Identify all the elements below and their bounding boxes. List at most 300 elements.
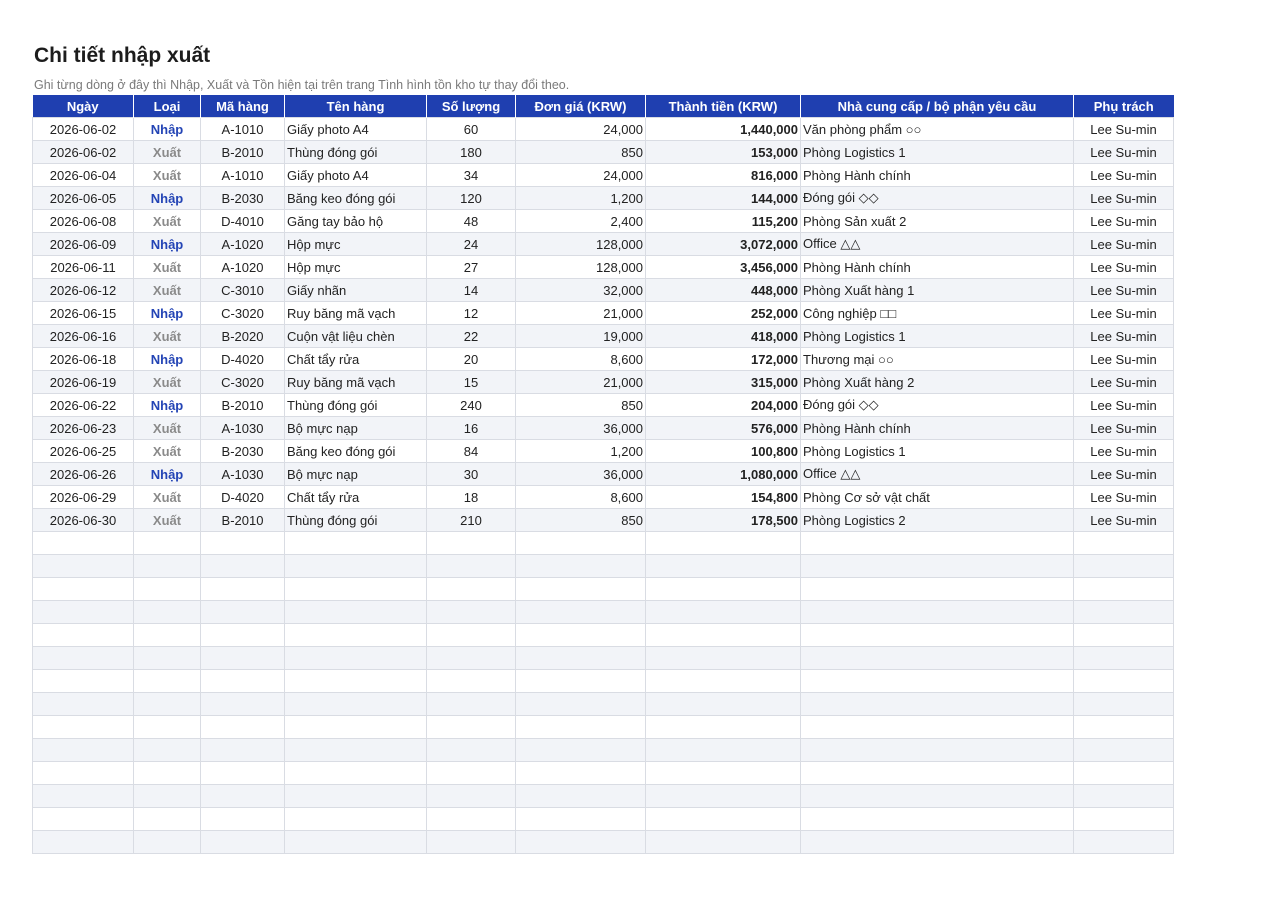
empty-cell[interactable] [646, 739, 801, 762]
empty-cell[interactable] [285, 601, 427, 624]
empty-cell[interactable] [33, 831, 134, 854]
empty-cell[interactable] [646, 762, 801, 785]
empty-cell[interactable] [134, 670, 201, 693]
cell-item-code[interactable]: A-1020 [201, 233, 285, 256]
cell-supplier[interactable]: Phòng Logistics 1 [801, 325, 1074, 348]
cell-date[interactable]: 2026-06-15 [33, 302, 134, 325]
cell-person[interactable]: Lee Su-min [1074, 210, 1174, 233]
cell-date[interactable]: 2026-06-25 [33, 440, 134, 463]
empty-cell[interactable] [646, 647, 801, 670]
cell-item-name[interactable]: Băng keo đóng gói [285, 440, 427, 463]
cell-type[interactable]: Nhập [134, 187, 201, 210]
empty-cell[interactable] [285, 578, 427, 601]
cell-unit-price[interactable]: 8,600 [516, 486, 646, 509]
empty-cell[interactable] [516, 831, 646, 854]
empty-cell[interactable] [1074, 670, 1174, 693]
cell-quantity[interactable]: 12 [427, 302, 516, 325]
cell-item-name[interactable]: Bộ mực nạp [285, 463, 427, 486]
cell-item-code[interactable]: B-2010 [201, 141, 285, 164]
cell-supplier[interactable]: Phòng Logistics 2 [801, 509, 1074, 532]
empty-cell[interactable] [516, 601, 646, 624]
cell-person[interactable]: Lee Su-min [1074, 417, 1174, 440]
cell-supplier[interactable]: Phòng Xuất hàng 2 [801, 371, 1074, 394]
empty-cell[interactable] [201, 808, 285, 831]
cell-unit-price[interactable]: 24,000 [516, 118, 646, 141]
cell-item-name[interactable]: Cuộn vật liệu chèn [285, 325, 427, 348]
empty-cell[interactable] [1074, 831, 1174, 854]
cell-person[interactable]: Lee Su-min [1074, 164, 1174, 187]
cell-item-code[interactable]: B-2010 [201, 509, 285, 532]
empty-cell[interactable] [646, 555, 801, 578]
empty-cell[interactable] [516, 808, 646, 831]
cell-item-code[interactable]: B-2030 [201, 440, 285, 463]
cell-quantity[interactable]: 60 [427, 118, 516, 141]
empty-cell[interactable] [33, 670, 134, 693]
empty-cell[interactable] [1074, 555, 1174, 578]
empty-cell[interactable] [801, 693, 1074, 716]
cell-supplier[interactable]: Phòng Hành chính [801, 164, 1074, 187]
cell-quantity[interactable]: 18 [427, 486, 516, 509]
empty-cell[interactable] [427, 532, 516, 555]
header-type[interactable]: Loại [134, 95, 201, 118]
empty-cell[interactable] [646, 693, 801, 716]
cell-type[interactable]: Xuất [134, 210, 201, 233]
cell-type[interactable]: Xuất [134, 509, 201, 532]
cell-type[interactable]: Nhập [134, 348, 201, 371]
empty-cell[interactable] [516, 670, 646, 693]
cell-item-code[interactable]: D-4020 [201, 486, 285, 509]
cell-person[interactable]: Lee Su-min [1074, 394, 1174, 417]
empty-cell[interactable] [427, 785, 516, 808]
cell-person[interactable]: Lee Su-min [1074, 348, 1174, 371]
cell-type[interactable]: Nhập [134, 118, 201, 141]
empty-cell[interactable] [201, 532, 285, 555]
empty-cell[interactable] [201, 578, 285, 601]
empty-cell[interactable] [1074, 785, 1174, 808]
cell-person[interactable]: Lee Su-min [1074, 256, 1174, 279]
empty-cell[interactable] [427, 739, 516, 762]
empty-cell[interactable] [285, 647, 427, 670]
cell-item-code[interactable]: C-3010 [201, 279, 285, 302]
cell-item-code[interactable]: D-4010 [201, 210, 285, 233]
empty-cell[interactable] [33, 555, 134, 578]
cell-quantity[interactable]: 16 [427, 417, 516, 440]
empty-cell[interactable] [516, 693, 646, 716]
cell-item-name[interactable]: Hộp mực [285, 256, 427, 279]
cell-date[interactable]: 2026-06-26 [33, 463, 134, 486]
empty-cell[interactable] [801, 624, 1074, 647]
empty-cell[interactable] [33, 624, 134, 647]
cell-item-code[interactable]: A-1010 [201, 118, 285, 141]
cell-person[interactable]: Lee Su-min [1074, 325, 1174, 348]
cell-quantity[interactable]: 15 [427, 371, 516, 394]
cell-item-name[interactable]: Thùng đóng gói [285, 141, 427, 164]
cell-amount[interactable]: 252,000 [646, 302, 801, 325]
empty-cell[interactable] [33, 693, 134, 716]
empty-cell[interactable] [516, 785, 646, 808]
empty-cell[interactable] [285, 808, 427, 831]
empty-cell[interactable] [801, 762, 1074, 785]
empty-cell[interactable] [285, 831, 427, 854]
cell-person[interactable]: Lee Su-min [1074, 486, 1174, 509]
cell-supplier[interactable]: Phòng Xuất hàng 1 [801, 279, 1074, 302]
cell-item-name[interactable]: Giấy photo A4 [285, 164, 427, 187]
cell-type[interactable]: Xuất [134, 417, 201, 440]
empty-cell[interactable] [427, 647, 516, 670]
cell-person[interactable]: Lee Su-min [1074, 118, 1174, 141]
table-row [33, 417, 1174, 440]
cell-item-name[interactable]: Giấy nhãn [285, 279, 427, 302]
cell-type[interactable]: Nhập [134, 463, 201, 486]
empty-cell[interactable] [134, 532, 201, 555]
empty-cell[interactable] [285, 532, 427, 555]
empty-cell[interactable] [801, 601, 1074, 624]
empty-cell[interactable] [285, 555, 427, 578]
empty-cell[interactable] [201, 762, 285, 785]
cell-date[interactable]: 2026-06-18 [33, 348, 134, 371]
empty-cell[interactable] [801, 831, 1074, 854]
empty-cell[interactable] [201, 670, 285, 693]
empty-cell[interactable] [201, 555, 285, 578]
empty-cell[interactable] [516, 647, 646, 670]
cell-item-name[interactable]: Giấy photo A4 [285, 118, 427, 141]
cell-item-name[interactable]: Chất tẩy rửa [285, 486, 427, 509]
cell-date[interactable]: 2026-06-19 [33, 371, 134, 394]
empty-cell[interactable] [516, 555, 646, 578]
cell-item-code[interactable]: B-2010 [201, 394, 285, 417]
empty-cell[interactable] [427, 716, 516, 739]
cell-supplier[interactable]: Phòng Hành chính [801, 256, 1074, 279]
cell-amount[interactable]: 178,500 [646, 509, 801, 532]
cell-quantity[interactable]: 27 [427, 256, 516, 279]
empty-cell[interactable] [1074, 716, 1174, 739]
cell-person[interactable]: Lee Su-min [1074, 371, 1174, 394]
cell-amount[interactable]: 1,080,000 [646, 463, 801, 486]
cell-person[interactable]: Lee Su-min [1074, 463, 1174, 486]
empty-cell[interactable] [427, 762, 516, 785]
empty-cell[interactable] [801, 555, 1074, 578]
cell-quantity[interactable]: 180 [427, 141, 516, 164]
empty-cell[interactable] [201, 693, 285, 716]
empty-cell[interactable] [646, 831, 801, 854]
cell-person[interactable]: Lee Su-min [1074, 509, 1174, 532]
empty-cell[interactable] [201, 716, 285, 739]
empty-cell[interactable] [285, 624, 427, 647]
empty-cell[interactable] [33, 647, 134, 670]
cell-quantity[interactable]: 84 [427, 440, 516, 463]
cell-supplier[interactable]: Đóng gói ◇◇ [801, 394, 1074, 417]
cell-quantity[interactable]: 24 [427, 233, 516, 256]
empty-cell[interactable] [285, 785, 427, 808]
empty-cell[interactable] [33, 601, 134, 624]
cell-item-name[interactable]: Ruy băng mã vạch [285, 302, 427, 325]
cell-supplier[interactable]: Phòng Cơ sở vật chất [801, 486, 1074, 509]
cell-type[interactable]: Nhập [134, 233, 201, 256]
empty-cell[interactable] [201, 785, 285, 808]
empty-cell[interactable] [427, 670, 516, 693]
empty-cell[interactable] [33, 578, 134, 601]
cell-supplier[interactable]: Văn phòng phẩm ○○ [801, 118, 1074, 141]
cell-amount[interactable]: 1,440,000 [646, 118, 801, 141]
header-item-code[interactable]: Mã hàng [201, 95, 285, 118]
empty-cell[interactable] [134, 693, 201, 716]
cell-amount[interactable]: 3,072,000 [646, 233, 801, 256]
cell-type[interactable]: Xuất [134, 325, 201, 348]
cell-quantity[interactable]: 48 [427, 210, 516, 233]
empty-cell[interactable] [516, 739, 646, 762]
cell-item-code[interactable]: D-4020 [201, 348, 285, 371]
empty-cell[interactable] [33, 785, 134, 808]
empty-cell[interactable] [285, 716, 427, 739]
cell-unit-price[interactable]: 1,200 [516, 440, 646, 463]
cell-unit-price[interactable]: 128,000 [516, 256, 646, 279]
cell-quantity[interactable]: 20 [427, 348, 516, 371]
empty-cell[interactable] [801, 785, 1074, 808]
cell-unit-price[interactable]: 24,000 [516, 164, 646, 187]
empty-cell[interactable] [285, 739, 427, 762]
cell-date[interactable]: 2026-06-12 [33, 279, 134, 302]
cell-date[interactable]: 2026-06-22 [33, 394, 134, 417]
empty-cell[interactable] [1074, 532, 1174, 555]
empty-cell[interactable] [134, 785, 201, 808]
empty-cell[interactable] [134, 716, 201, 739]
empty-cell[interactable] [646, 785, 801, 808]
cell-person[interactable]: Lee Su-min [1074, 233, 1174, 256]
cell-unit-price[interactable]: 36,000 [516, 417, 646, 440]
empty-cell[interactable] [33, 532, 134, 555]
empty-cell[interactable] [801, 647, 1074, 670]
cell-person[interactable]: Lee Su-min [1074, 440, 1174, 463]
empty-cell[interactable] [646, 532, 801, 555]
cell-item-name[interactable]: Chất tẩy rửa [285, 348, 427, 371]
empty-cell[interactable] [134, 647, 201, 670]
empty-cell[interactable] [134, 578, 201, 601]
empty-cell[interactable] [1074, 739, 1174, 762]
empty-cell[interactable] [801, 739, 1074, 762]
cell-date[interactable]: 2026-06-04 [33, 164, 134, 187]
cell-supplier[interactable]: Công nghiệp □□ [801, 302, 1074, 325]
empty-cell[interactable] [516, 578, 646, 601]
cell-amount[interactable]: 576,000 [646, 417, 801, 440]
empty-cell[interactable] [646, 624, 801, 647]
cell-date[interactable]: 2026-06-29 [33, 486, 134, 509]
empty-cell[interactable] [1074, 808, 1174, 831]
cell-amount[interactable]: 816,000 [646, 164, 801, 187]
table-row [33, 279, 1174, 302]
header-person[interactable]: Phụ trách [1074, 95, 1174, 118]
cell-type[interactable]: Xuất [134, 371, 201, 394]
cell-type[interactable]: Xuất [134, 164, 201, 187]
empty-cell[interactable] [516, 716, 646, 739]
empty-cell[interactable] [427, 601, 516, 624]
cell-amount[interactable]: 100,800 [646, 440, 801, 463]
header-quantity[interactable]: Số lượng [427, 95, 516, 118]
cell-item-code[interactable]: A-1020 [201, 256, 285, 279]
cell-quantity[interactable]: 22 [427, 325, 516, 348]
empty-cell[interactable] [801, 532, 1074, 555]
cell-quantity[interactable]: 14 [427, 279, 516, 302]
cell-date[interactable]: 2026-06-30 [33, 509, 134, 532]
cell-unit-price[interactable]: 19,000 [516, 325, 646, 348]
empty-cell[interactable] [33, 762, 134, 785]
empty-cell[interactable] [1074, 601, 1174, 624]
cell-quantity[interactable]: 120 [427, 187, 516, 210]
cell-item-name[interactable]: Ruy băng mã vạch [285, 371, 427, 394]
empty-cell[interactable] [427, 808, 516, 831]
empty-cell[interactable] [285, 670, 427, 693]
cell-unit-price[interactable]: 128,000 [516, 233, 646, 256]
table-header-row [33, 95, 1174, 118]
empty-cell[interactable] [427, 624, 516, 647]
cell-supplier[interactable]: Phòng Sản xuất 2 [801, 210, 1074, 233]
cell-type[interactable]: Xuất [134, 440, 201, 463]
header-supplier[interactable]: Nhà cung cấp / bộ phận yêu cầu [801, 95, 1074, 118]
cell-quantity[interactable]: 210 [427, 509, 516, 532]
empty-cell[interactable] [134, 624, 201, 647]
cell-item-code[interactable]: B-2020 [201, 325, 285, 348]
cell-date[interactable]: 2026-06-09 [33, 233, 134, 256]
empty-cell[interactable] [646, 716, 801, 739]
empty-cell[interactable] [134, 601, 201, 624]
empty-cell[interactable] [427, 831, 516, 854]
empty-cell[interactable] [646, 578, 801, 601]
cell-amount[interactable]: 172,000 [646, 348, 801, 371]
empty-cell[interactable] [134, 808, 201, 831]
cell-supplier[interactable]: Phòng Logistics 1 [801, 440, 1074, 463]
cell-item-name[interactable]: Hộp mực [285, 233, 427, 256]
cell-date[interactable]: 2026-06-16 [33, 325, 134, 348]
empty-cell[interactable] [1074, 647, 1174, 670]
empty-cell[interactable] [1074, 624, 1174, 647]
cell-unit-price[interactable]: 21,000 [516, 371, 646, 394]
cell-item-code[interactable]: A-1030 [201, 463, 285, 486]
empty-cell[interactable] [801, 670, 1074, 693]
cell-person[interactable]: Lee Su-min [1074, 141, 1174, 164]
cell-supplier[interactable]: Thương mại ○○ [801, 348, 1074, 371]
cell-date[interactable]: 2026-06-23 [33, 417, 134, 440]
cell-amount[interactable]: 3,456,000 [646, 256, 801, 279]
cell-unit-price[interactable]: 2,400 [516, 210, 646, 233]
cell-person[interactable]: Lee Su-min [1074, 279, 1174, 302]
cell-amount[interactable]: 204,000 [646, 394, 801, 417]
empty-cell[interactable] [33, 716, 134, 739]
cell-unit-price[interactable]: 21,000 [516, 302, 646, 325]
cell-supplier[interactable]: Office △△ [801, 463, 1074, 486]
cell-unit-price[interactable]: 850 [516, 394, 646, 417]
cell-date[interactable]: 2026-06-11 [33, 256, 134, 279]
cell-person[interactable]: Lee Su-min [1074, 187, 1174, 210]
cell-person[interactable]: Lee Su-min [1074, 302, 1174, 325]
cell-type[interactable]: Xuất [134, 256, 201, 279]
empty-cell[interactable] [33, 808, 134, 831]
cell-amount[interactable]: 154,800 [646, 486, 801, 509]
empty-cell[interactable] [201, 601, 285, 624]
cell-unit-price[interactable]: 1,200 [516, 187, 646, 210]
cell-item-code[interactable]: B-2030 [201, 187, 285, 210]
cell-item-name[interactable]: Găng tay bảo hộ [285, 210, 427, 233]
cell-amount[interactable]: 144,000 [646, 187, 801, 210]
cell-supplier[interactable]: Đóng gói ◇◇ [801, 187, 1074, 210]
empty-cell[interactable] [801, 808, 1074, 831]
empty-cell[interactable] [1074, 762, 1174, 785]
cell-amount[interactable]: 448,000 [646, 279, 801, 302]
cell-amount[interactable]: 315,000 [646, 371, 801, 394]
empty-cell[interactable] [201, 739, 285, 762]
cell-date[interactable]: 2026-06-02 [33, 141, 134, 164]
empty-cell[interactable] [201, 647, 285, 670]
cell-supplier[interactable]: Phòng Logistics 1 [801, 141, 1074, 164]
cell-amount[interactable]: 153,000 [646, 141, 801, 164]
cell-unit-price[interactable]: 32,000 [516, 279, 646, 302]
cell-item-code[interactable]: A-1030 [201, 417, 285, 440]
empty-cell[interactable] [427, 693, 516, 716]
cell-unit-price[interactable]: 850 [516, 141, 646, 164]
empty-cell[interactable] [427, 555, 516, 578]
cell-item-name[interactable]: Bộ mực nạp [285, 417, 427, 440]
cell-type[interactable]: Nhập [134, 302, 201, 325]
empty-cell[interactable] [801, 578, 1074, 601]
cell-unit-price[interactable]: 8,600 [516, 348, 646, 371]
empty-cell[interactable] [201, 831, 285, 854]
header-unit-price[interactable]: Đơn giá (KRW) [516, 95, 646, 118]
cell-type[interactable]: Xuất [134, 141, 201, 164]
empty-cell[interactable] [646, 808, 801, 831]
cell-date[interactable]: 2026-06-08 [33, 210, 134, 233]
cell-supplier[interactable]: Phòng Hành chính [801, 417, 1074, 440]
cell-item-code[interactable]: C-3020 [201, 302, 285, 325]
empty-cell[interactable] [801, 716, 1074, 739]
cell-type[interactable]: Xuất [134, 486, 201, 509]
cell-quantity[interactable]: 34 [427, 164, 516, 187]
cell-date[interactable]: 2026-06-02 [33, 118, 134, 141]
cell-supplier[interactable]: Office △△ [801, 233, 1074, 256]
cell-item-name[interactable]: Thùng đóng gói [285, 394, 427, 417]
empty-cell[interactable] [1074, 693, 1174, 716]
empty-cell[interactable] [134, 555, 201, 578]
empty-cell[interactable] [646, 601, 801, 624]
empty-cell[interactable] [427, 578, 516, 601]
empty-cell[interactable] [201, 624, 285, 647]
cell-quantity[interactable]: 240 [427, 394, 516, 417]
cell-item-code[interactable]: C-3020 [201, 371, 285, 394]
cell-date[interactable]: 2026-06-05 [33, 187, 134, 210]
empty-cell[interactable] [646, 670, 801, 693]
empty-cell[interactable] [134, 831, 201, 854]
cell-amount[interactable]: 418,000 [646, 325, 801, 348]
empty-cell[interactable] [285, 693, 427, 716]
cell-item-name[interactable]: Thùng đóng gói [285, 509, 427, 532]
empty-cell[interactable] [1074, 578, 1174, 601]
cell-type[interactable]: Nhập [134, 394, 201, 417]
header-item-name[interactable]: Tên hàng [285, 95, 427, 118]
empty-cell[interactable] [516, 624, 646, 647]
cell-item-code[interactable]: A-1010 [201, 164, 285, 187]
cell-item-name[interactable]: Băng keo đóng gói [285, 187, 427, 210]
cell-unit-price[interactable]: 850 [516, 509, 646, 532]
empty-cell[interactable] [516, 762, 646, 785]
empty-cell[interactable] [134, 739, 201, 762]
cell-amount[interactable]: 115,200 [646, 210, 801, 233]
header-amount[interactable]: Thành tiền (KRW) [646, 95, 801, 118]
empty-cell[interactable] [516, 532, 646, 555]
empty-cell[interactable] [134, 762, 201, 785]
empty-cell[interactable] [285, 762, 427, 785]
empty-cell[interactable] [33, 739, 134, 762]
cell-type[interactable]: Xuất [134, 279, 201, 302]
header-date[interactable]: Ngày [33, 95, 134, 118]
cell-quantity[interactable]: 30 [427, 463, 516, 486]
cell-unit-price[interactable]: 36,000 [516, 463, 646, 486]
